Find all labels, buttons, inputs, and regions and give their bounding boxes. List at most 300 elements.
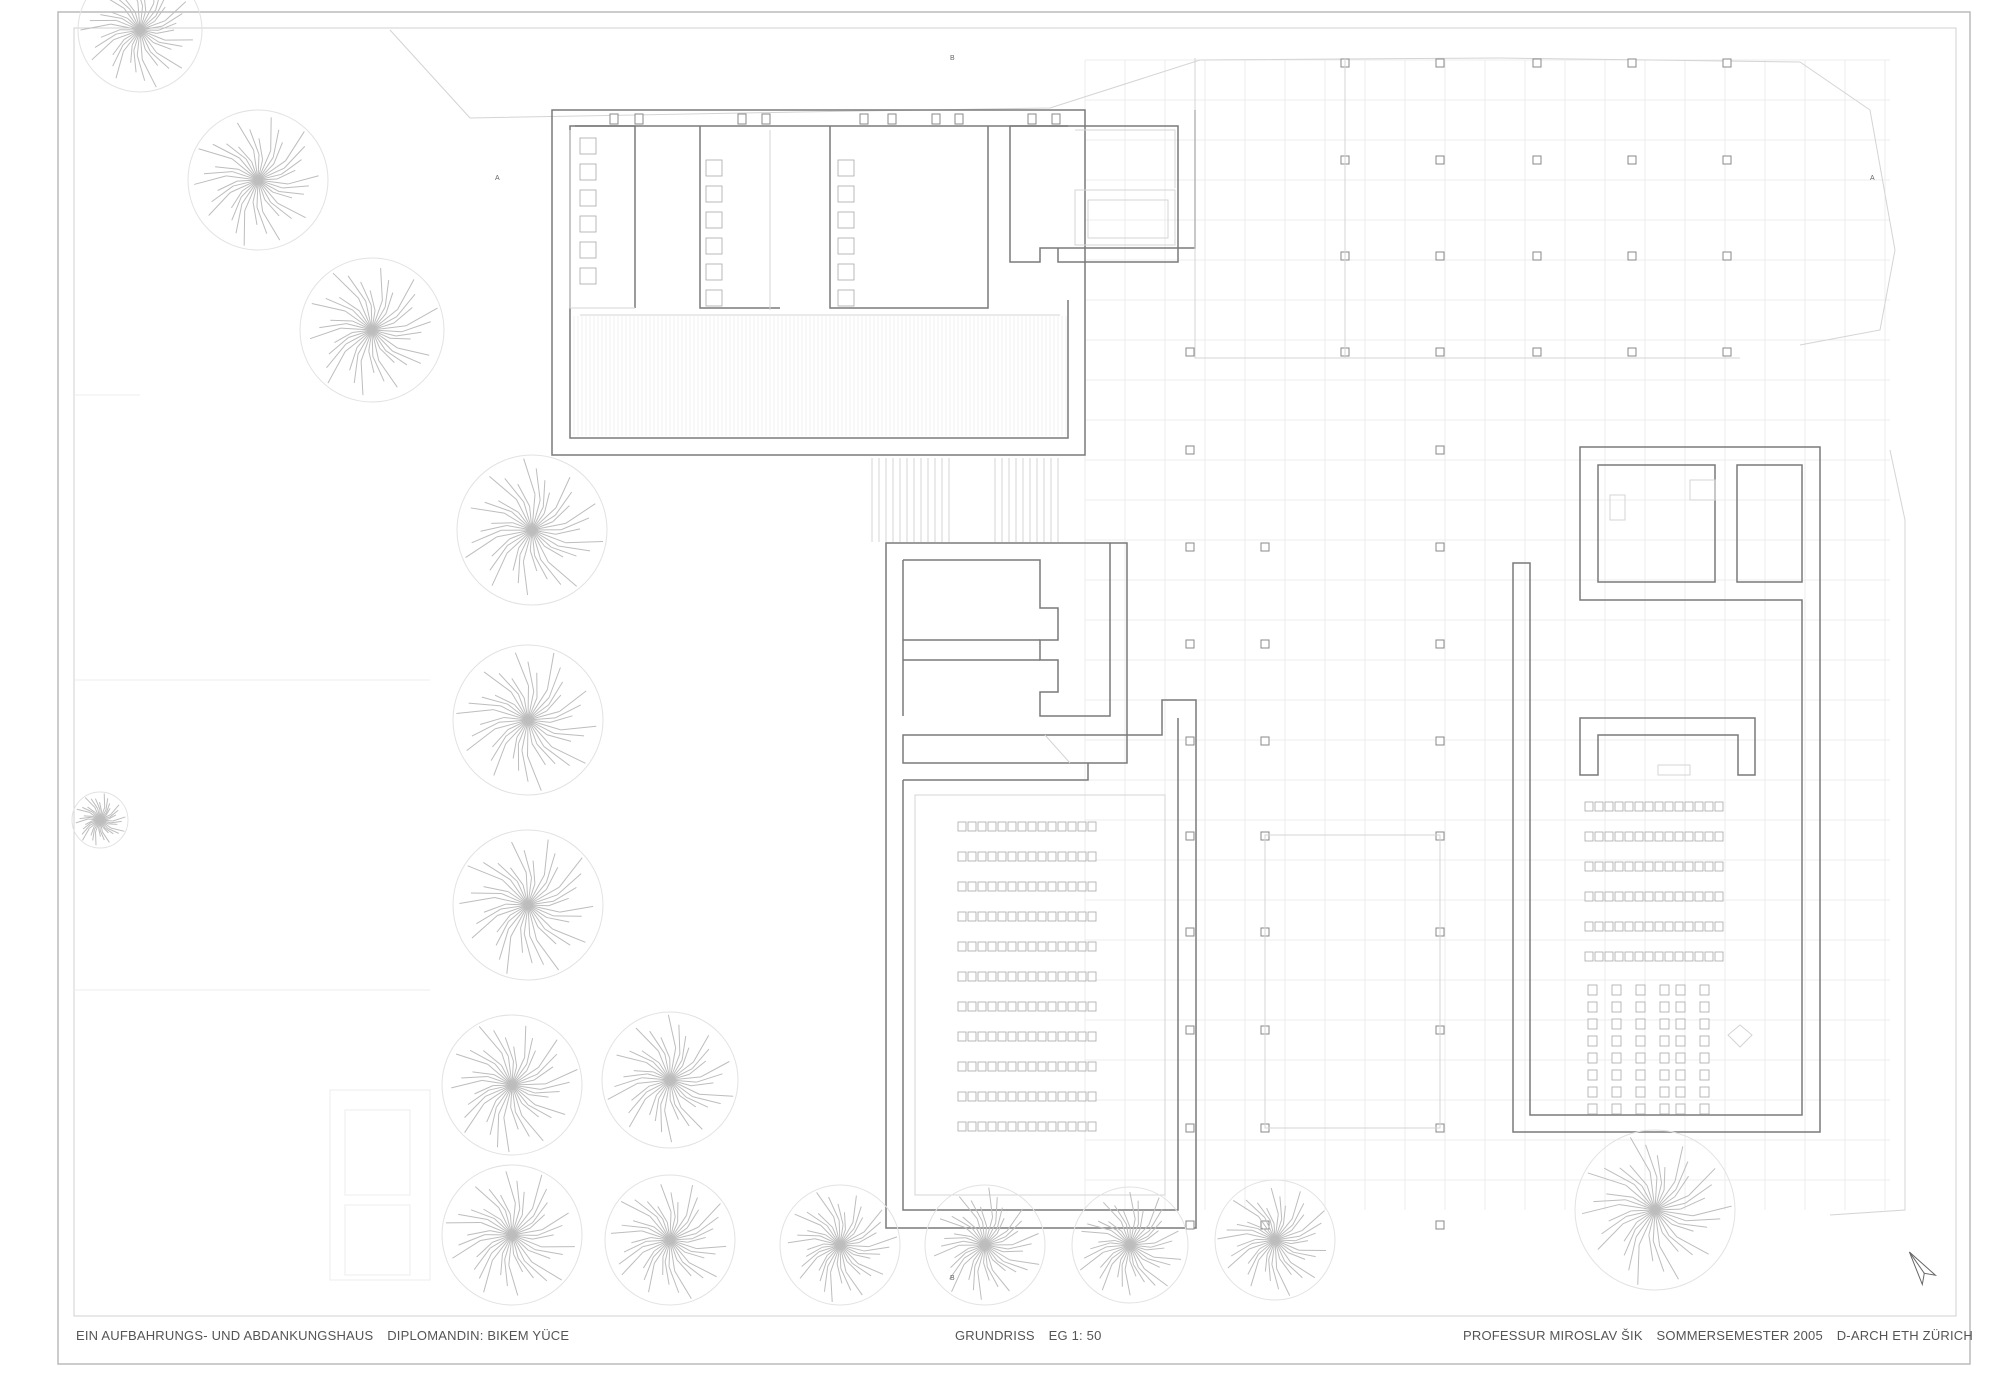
seat bbox=[1058, 1032, 1066, 1041]
seat bbox=[1612, 985, 1621, 995]
seat bbox=[1078, 852, 1086, 861]
seat bbox=[958, 1002, 966, 1011]
seat bbox=[1588, 985, 1597, 995]
column bbox=[1628, 252, 1636, 260]
tree-icon bbox=[1575, 1130, 1735, 1290]
tree-icon bbox=[457, 455, 607, 605]
seat bbox=[968, 822, 976, 831]
seat bbox=[1028, 882, 1036, 891]
seat bbox=[1048, 852, 1056, 861]
seat bbox=[1038, 942, 1046, 951]
seat bbox=[1058, 1092, 1066, 1101]
seat bbox=[1655, 862, 1663, 871]
seat bbox=[1585, 862, 1593, 871]
seat bbox=[1700, 1036, 1709, 1046]
professorship: PROFESSUR MIROSLAV ŠIK bbox=[1463, 1328, 1643, 1343]
seat bbox=[1018, 822, 1026, 831]
seat bbox=[1715, 832, 1723, 841]
seat bbox=[1660, 1104, 1669, 1114]
seat bbox=[1008, 882, 1016, 891]
seat bbox=[1068, 882, 1076, 891]
window-post bbox=[738, 114, 746, 124]
seat bbox=[978, 852, 986, 861]
window-post bbox=[762, 114, 770, 124]
seat bbox=[968, 972, 976, 981]
seat bbox=[1018, 912, 1026, 921]
seat bbox=[1048, 1092, 1056, 1101]
seat bbox=[1588, 1002, 1597, 1012]
seat bbox=[988, 1062, 996, 1071]
seat bbox=[1048, 912, 1056, 921]
seat bbox=[1588, 1104, 1597, 1114]
seat bbox=[1715, 802, 1723, 811]
cell-fixture bbox=[838, 212, 854, 228]
column bbox=[1186, 832, 1194, 840]
building-north bbox=[552, 110, 1195, 455]
tree-icon bbox=[188, 110, 328, 250]
seat bbox=[1705, 922, 1713, 931]
seating-rows-east bbox=[1585, 802, 1723, 1114]
seat bbox=[988, 972, 996, 981]
seat bbox=[1660, 1002, 1669, 1012]
seat bbox=[1676, 1070, 1685, 1080]
seat bbox=[978, 1092, 986, 1101]
column bbox=[1186, 543, 1194, 551]
seat bbox=[1058, 1062, 1066, 1071]
seat bbox=[1715, 892, 1723, 901]
cell-fixture bbox=[706, 212, 722, 228]
seat bbox=[1018, 1002, 1026, 1011]
seat bbox=[978, 1032, 986, 1041]
seat bbox=[998, 1092, 1006, 1101]
seat bbox=[1008, 942, 1016, 951]
seat bbox=[968, 912, 976, 921]
seat bbox=[1660, 985, 1669, 995]
seat bbox=[1008, 822, 1016, 831]
seat bbox=[1048, 1032, 1056, 1041]
cell-fixture bbox=[580, 216, 596, 232]
seat bbox=[1612, 1087, 1621, 1097]
seat bbox=[1676, 1104, 1685, 1114]
seat bbox=[1636, 1104, 1645, 1114]
seat bbox=[1695, 862, 1703, 871]
seat bbox=[1705, 952, 1713, 961]
seat bbox=[1038, 822, 1046, 831]
window-post bbox=[1028, 114, 1036, 124]
seat bbox=[998, 822, 1006, 831]
tree-icon bbox=[72, 792, 128, 848]
seat bbox=[1645, 832, 1653, 841]
seat bbox=[1018, 1062, 1026, 1071]
seat bbox=[1660, 1019, 1669, 1029]
seat bbox=[1685, 922, 1693, 931]
seat bbox=[1058, 852, 1066, 861]
window-post bbox=[932, 114, 940, 124]
seat bbox=[1615, 802, 1623, 811]
seat bbox=[998, 1032, 1006, 1041]
seat bbox=[988, 852, 996, 861]
seat bbox=[1705, 832, 1713, 841]
seat bbox=[1038, 1032, 1046, 1041]
seat bbox=[1018, 1032, 1026, 1041]
seat bbox=[1705, 892, 1713, 901]
seat bbox=[958, 882, 966, 891]
column-grid bbox=[1186, 59, 1731, 1229]
seat bbox=[1058, 882, 1066, 891]
seat bbox=[1008, 1002, 1016, 1011]
seat bbox=[1048, 822, 1056, 831]
seat bbox=[1615, 862, 1623, 871]
seat bbox=[1665, 892, 1673, 901]
seat bbox=[1665, 922, 1673, 931]
seat bbox=[1078, 1122, 1086, 1131]
seat bbox=[1636, 1070, 1645, 1080]
seat bbox=[1605, 832, 1613, 841]
seat bbox=[1645, 802, 1653, 811]
courtyard-outlines bbox=[1195, 58, 1740, 1128]
seat bbox=[1625, 892, 1633, 901]
seat bbox=[988, 942, 996, 951]
column bbox=[1436, 59, 1444, 67]
seat bbox=[1088, 942, 1096, 951]
seat bbox=[1676, 1036, 1685, 1046]
column bbox=[1186, 640, 1194, 648]
seat bbox=[1675, 832, 1683, 841]
seat bbox=[1636, 1002, 1645, 1012]
seat bbox=[988, 912, 996, 921]
seat bbox=[1028, 912, 1036, 921]
seat bbox=[958, 1092, 966, 1101]
column bbox=[1533, 156, 1541, 164]
seat bbox=[1635, 832, 1643, 841]
seat bbox=[1008, 1092, 1016, 1101]
seat bbox=[1088, 822, 1096, 831]
column bbox=[1436, 156, 1444, 164]
seat bbox=[1695, 832, 1703, 841]
seat bbox=[1008, 1122, 1016, 1131]
seat bbox=[1048, 1062, 1056, 1071]
window-post bbox=[610, 114, 618, 124]
seat bbox=[978, 1062, 986, 1071]
seat bbox=[1660, 1087, 1669, 1097]
seat bbox=[1028, 852, 1036, 861]
project-title: EIN AUFBAHRUNGS- UND ABDANKUNGSHAUS bbox=[76, 1328, 374, 1343]
cell-fixture bbox=[706, 264, 722, 280]
seat bbox=[958, 822, 966, 831]
column bbox=[1186, 1124, 1194, 1132]
seat bbox=[1068, 972, 1076, 981]
seat bbox=[1655, 922, 1663, 931]
column bbox=[1723, 156, 1731, 164]
seat bbox=[968, 1002, 976, 1011]
seat bbox=[1588, 1053, 1597, 1063]
seat bbox=[1088, 912, 1096, 921]
seat bbox=[1665, 952, 1673, 961]
seat bbox=[1018, 1092, 1026, 1101]
seat bbox=[1088, 1062, 1096, 1071]
seat bbox=[1585, 922, 1593, 931]
seat bbox=[968, 942, 976, 951]
seat bbox=[978, 912, 986, 921]
seat bbox=[988, 822, 996, 831]
seat bbox=[1078, 1062, 1086, 1071]
title-block-center bbox=[955, 1328, 1112, 1343]
drawing-type: GRUNDRISS bbox=[955, 1328, 1035, 1343]
seat bbox=[998, 1122, 1006, 1131]
seat bbox=[1685, 862, 1693, 871]
seat bbox=[1625, 862, 1633, 871]
window-post bbox=[860, 114, 868, 124]
author-credit: DIPLOMANDIN: BIKEM YÜCE bbox=[387, 1328, 570, 1343]
cell-fixture bbox=[706, 290, 722, 306]
cell-fixture bbox=[838, 160, 854, 176]
tree-icon bbox=[442, 1165, 582, 1305]
seat bbox=[1615, 922, 1623, 931]
seat bbox=[1028, 1122, 1036, 1131]
seat bbox=[1048, 882, 1056, 891]
tree-icon bbox=[602, 1012, 738, 1148]
seat bbox=[968, 1062, 976, 1071]
seat bbox=[1636, 1019, 1645, 1029]
tree-icon bbox=[300, 258, 444, 402]
tree-icon bbox=[1215, 1180, 1335, 1300]
seat bbox=[1676, 1053, 1685, 1063]
seat bbox=[988, 1092, 996, 1101]
seat bbox=[1058, 1122, 1066, 1131]
seat bbox=[1700, 1087, 1709, 1097]
seat bbox=[1068, 942, 1076, 951]
column bbox=[1186, 737, 1194, 745]
column bbox=[1436, 252, 1444, 260]
cell-fixture bbox=[580, 242, 596, 258]
seat bbox=[1605, 802, 1613, 811]
seat bbox=[1058, 912, 1066, 921]
column bbox=[1261, 640, 1269, 648]
seat bbox=[1585, 952, 1593, 961]
seat bbox=[1700, 1053, 1709, 1063]
seat bbox=[1068, 912, 1076, 921]
seat bbox=[1615, 892, 1623, 901]
seat bbox=[1695, 922, 1703, 931]
title-block-right bbox=[1463, 1328, 1973, 1343]
section-marker-b-south: B bbox=[950, 1275, 955, 1282]
seat bbox=[1078, 942, 1086, 951]
seat bbox=[1685, 832, 1693, 841]
seat bbox=[1088, 1122, 1096, 1131]
seat bbox=[1676, 985, 1685, 995]
seat bbox=[1700, 985, 1709, 995]
seat bbox=[1625, 952, 1633, 961]
seat bbox=[1715, 922, 1723, 931]
seat bbox=[1078, 1002, 1086, 1011]
seat bbox=[978, 1122, 986, 1131]
seat bbox=[1595, 952, 1603, 961]
section-marker-b-north: B bbox=[950, 55, 955, 62]
seat bbox=[1008, 1062, 1016, 1071]
column bbox=[1436, 640, 1444, 648]
seat bbox=[1088, 1092, 1096, 1101]
window-post bbox=[955, 114, 963, 124]
seat bbox=[1695, 952, 1703, 961]
column bbox=[1436, 348, 1444, 356]
seat bbox=[1038, 852, 1046, 861]
cell-fixture bbox=[706, 160, 722, 176]
column bbox=[1723, 59, 1731, 67]
seat bbox=[1612, 1036, 1621, 1046]
window-post bbox=[1052, 114, 1060, 124]
seat bbox=[1660, 1053, 1669, 1063]
seat bbox=[1605, 862, 1613, 871]
seat bbox=[1038, 1122, 1046, 1131]
seat bbox=[1655, 832, 1663, 841]
north-arrow-icon bbox=[1903, 1247, 1936, 1284]
seat bbox=[1655, 802, 1663, 811]
seat bbox=[998, 882, 1006, 891]
cell-fixture bbox=[838, 238, 854, 254]
seat bbox=[958, 912, 966, 921]
seat bbox=[1676, 1002, 1685, 1012]
seat bbox=[1615, 832, 1623, 841]
seat bbox=[1625, 802, 1633, 811]
seat bbox=[1635, 862, 1643, 871]
seat bbox=[988, 1122, 996, 1131]
seat bbox=[1588, 1036, 1597, 1046]
column bbox=[1628, 156, 1636, 164]
entrance-stairs bbox=[872, 458, 1058, 542]
cell-fixture bbox=[580, 164, 596, 180]
seat bbox=[1028, 942, 1036, 951]
section-marker-a-east: A bbox=[1870, 175, 1875, 182]
column bbox=[1628, 59, 1636, 67]
window-post bbox=[635, 114, 643, 124]
cell-fixture bbox=[706, 186, 722, 202]
tree-icon bbox=[453, 830, 603, 980]
seat bbox=[1675, 802, 1683, 811]
seat bbox=[978, 942, 986, 951]
seat bbox=[1588, 1019, 1597, 1029]
seat bbox=[1068, 1092, 1076, 1101]
seat bbox=[1018, 972, 1026, 981]
column bbox=[1628, 348, 1636, 356]
tree-icon bbox=[442, 1015, 582, 1155]
seat bbox=[1676, 1019, 1685, 1029]
column bbox=[1436, 737, 1444, 745]
seat bbox=[1665, 832, 1673, 841]
cell-fixture bbox=[838, 290, 854, 306]
seat bbox=[1078, 1092, 1086, 1101]
drawing-scale: EG 1: 50 bbox=[1048, 1328, 1102, 1343]
seat bbox=[1038, 1062, 1046, 1071]
tree-icon bbox=[78, 0, 202, 92]
tree-icon bbox=[453, 645, 603, 795]
title-block-left bbox=[76, 1328, 579, 1343]
seat bbox=[1612, 1019, 1621, 1029]
seat bbox=[998, 912, 1006, 921]
column bbox=[1186, 348, 1194, 356]
seat bbox=[1715, 952, 1723, 961]
seat bbox=[1018, 882, 1026, 891]
column bbox=[1723, 252, 1731, 260]
seat bbox=[958, 942, 966, 951]
seat bbox=[1088, 1032, 1096, 1041]
seat bbox=[1078, 882, 1086, 891]
floor-hatch-north bbox=[574, 316, 1066, 436]
institution: D-ARCH ETH ZÜRICH bbox=[1836, 1328, 1973, 1343]
column bbox=[1261, 737, 1269, 745]
seat bbox=[978, 972, 986, 981]
seat bbox=[1675, 892, 1683, 901]
cell-fixture bbox=[706, 238, 722, 254]
seat bbox=[1625, 832, 1633, 841]
seat bbox=[1585, 802, 1593, 811]
seat bbox=[1645, 922, 1653, 931]
seat bbox=[1058, 822, 1066, 831]
seat bbox=[1078, 912, 1086, 921]
seat bbox=[998, 1062, 1006, 1071]
seat bbox=[1660, 1036, 1669, 1046]
seat bbox=[1068, 1002, 1076, 1011]
seat bbox=[1585, 892, 1593, 901]
seat bbox=[1048, 942, 1056, 951]
seat bbox=[968, 852, 976, 861]
seat bbox=[978, 1002, 986, 1011]
tree-icon bbox=[780, 1185, 900, 1305]
seat bbox=[1038, 972, 1046, 981]
seat bbox=[1018, 1122, 1026, 1131]
column bbox=[1533, 59, 1541, 67]
column bbox=[1533, 252, 1541, 260]
seat bbox=[1048, 972, 1056, 981]
seat bbox=[1700, 1104, 1709, 1114]
seat bbox=[1612, 1002, 1621, 1012]
seat bbox=[1038, 1002, 1046, 1011]
semester: SOMMERSEMESTER 2005 bbox=[1656, 1328, 1823, 1343]
seat bbox=[1068, 1062, 1076, 1071]
seat bbox=[1595, 832, 1603, 841]
seat bbox=[1705, 802, 1713, 811]
cell-fixture bbox=[580, 138, 596, 154]
cell-fixture bbox=[838, 186, 854, 202]
seat bbox=[988, 1002, 996, 1011]
column bbox=[1186, 446, 1194, 454]
seat bbox=[1636, 1087, 1645, 1097]
seat bbox=[1645, 892, 1653, 901]
seat bbox=[1612, 1070, 1621, 1080]
seat bbox=[978, 882, 986, 891]
seat bbox=[1695, 802, 1703, 811]
seat bbox=[1700, 1002, 1709, 1012]
seat bbox=[1068, 822, 1076, 831]
seat bbox=[1635, 892, 1643, 901]
seat bbox=[1088, 972, 1096, 981]
seat bbox=[1675, 862, 1683, 871]
seat bbox=[968, 1092, 976, 1101]
seat bbox=[998, 942, 1006, 951]
section-marker-a-west: A bbox=[495, 175, 500, 182]
seat bbox=[1008, 972, 1016, 981]
seat bbox=[1088, 882, 1096, 891]
seat bbox=[1038, 882, 1046, 891]
seat bbox=[1088, 852, 1096, 861]
seat bbox=[1078, 1032, 1086, 1041]
tree-icon bbox=[605, 1175, 735, 1305]
seat bbox=[1068, 852, 1076, 861]
seat bbox=[1078, 972, 1086, 981]
seat bbox=[1655, 892, 1663, 901]
column bbox=[1436, 446, 1444, 454]
seat bbox=[1068, 1032, 1076, 1041]
seat bbox=[1645, 952, 1653, 961]
